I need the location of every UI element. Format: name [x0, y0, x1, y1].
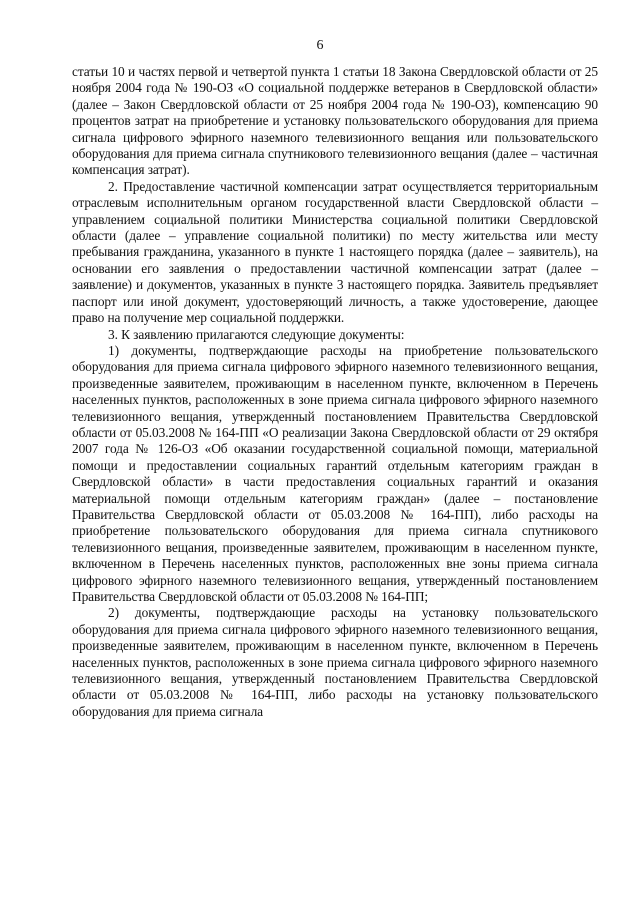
page-number: 6: [316, 38, 324, 53]
paragraph-item-2: 2. Предоставление частичной компенсации затрат осуществляется территориальным отраслевым исполнительным органом государственной власти Свердловской области – управлением социальной политики Министерства социальной политики Свердловской области (далее – управление социальной политики) по месту жительства или месту пребывания гражданина, указанного в пункте 1 настоящего порядка (далее – заявитель), на основании его заявления о предоставлении частичной компенсации затрат (далее – заявление) и документов, указанных в пункте 3 настоящего порядка. Заявитель предъявляет паспорт или иной документ, удостоверяющий личность, а также удостоверение, дающее право на получение мер социальной поддержки.: [72, 178, 598, 326]
paragraph-subitem-2: 2) документы, подтверждающие расходы на установку пользовательского оборудования для приема сигнала цифрового эфирного наземного телевизионного вещания, произведенные заявителем, проживающим в населенном пункте, включенном в Перечень населенных пунктов, расположенных в зоне приема сигнала цифрового эфирного наземного телевизионного вещания, утвержденный постановлением Правительства Свердловской области от 05.03.2008 № 164-ПП, либо расходы на установку пользовательского оборудования для приема сигнала: [72, 605, 598, 719]
paragraph-continuation: статьи 10 и частях первой и четвертой пункта 1 статьи 18 Закона Свердловской области от 25 ноября 2004 года № 190-ОЗ «О социальной поддержке ветеранов в Свердловской области» (далее – Закон Свердловской области от 25 ноября 2004 года № 190-ОЗ), компенсацию 90 процентов затрат на приобретение и установку пользовательского оборудования для приема сигнала цифрового эфирного наземного телевизионного вещания или пользовательского оборудования для приема сигнала спутникового телевизионного вещания (далее – частичная компенсация затрат).: [72, 64, 598, 178]
paragraph-item-3: 3. К заявлению прилагаются следующие документы:: [108, 326, 405, 342]
paragraph-subitem-1: 1) документы, подтверждающие расходы на приобретение пользовательского оборудования для приема сигнала цифрового эфирного наземного телевизионного вещания, произведенные заявителем, проживающим в населенном пункте, включенном в Перечень населенных пунктов, расположенных в зоне приема сигнала цифрового эфирного наземного телевизионного вещания, утвержденный постановлением Правительства Свердловской области от 05.03.2008 № 164-ПП «О реализации Закона Свердловской области от 29 октября 2007 года № 126-ОЗ «Об оказании государственной социальной помощи, материальной помощи и предоставлении социальных гарантий отдельным категориям граждан в Свердловской области» в части предоставления социальных гарантий и оказания материальной помощи отдельным категориям граждан» (далее – постановление Правительства Свердловской области от 05.03.2008 № 164-ПП), либо расходы на приобретение пользовательского оборудования для приема сигнала спутникового телевизионного вещания, произведенные заявителем, проживающим в населенном пункте, включенном в Перечень населенных пунктов, расположенных вне зоны приема сигнала цифрового эфирного наземного телевизионного вещания, утвержденный постановлением Правительства Свердловской области от 05.03.2008 № 164-ПП;: [72, 342, 598, 604]
